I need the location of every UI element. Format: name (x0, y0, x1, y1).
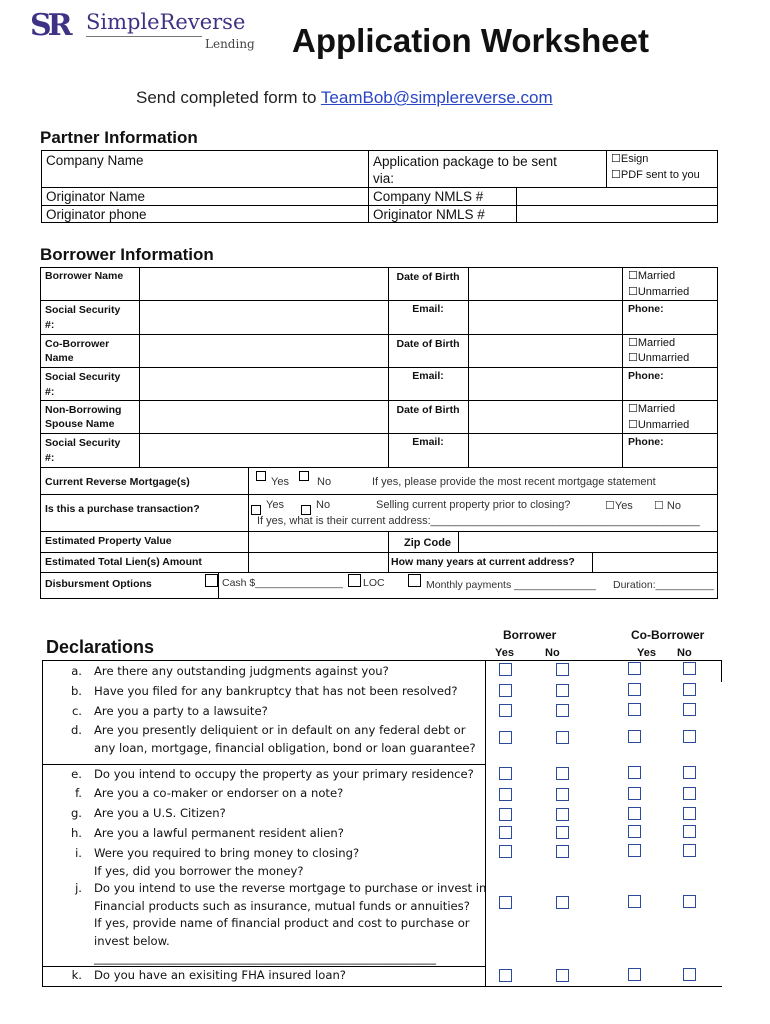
years-label: How many years at current address? (391, 556, 575, 568)
coborrower-no-checkbox[interactable] (683, 968, 696, 981)
declaration-letter: f. (75, 786, 82, 800)
borrower-dob-label: Date of Birth (396, 271, 460, 283)
coborrower-no-checkbox[interactable] (683, 662, 696, 675)
selling-yes-option[interactable]: ☐Yes (605, 500, 633, 512)
declaration-text: invest below. (94, 933, 170, 948)
borrower-married-option[interactable]: ☐Married (628, 270, 676, 282)
coborrower-no-checkbox[interactable] (683, 895, 696, 908)
borrower-column-header: Borrower (503, 628, 557, 642)
coborrower-ssn-label: Social Security #: (45, 371, 121, 398)
coborrower-yes-checkbox[interactable] (628, 968, 641, 981)
borrower-unmarried-option[interactable]: ☐Unmarried (628, 286, 690, 298)
coborrower-no-checkbox[interactable] (683, 703, 696, 716)
purchase-no-label: No (316, 499, 331, 511)
borrower-yes-checkbox[interactable] (499, 896, 512, 909)
spouse-email-label: Email: (412, 436, 444, 448)
declaration-letter: j. (75, 881, 82, 895)
borrower-yes-checkbox[interactable] (499, 808, 512, 821)
cash-option[interactable]: Cash $_______________ (222, 577, 343, 589)
page-title: Application Worksheet (292, 22, 649, 59)
coborrower-yes-checkbox[interactable] (628, 703, 641, 716)
selling-label: Selling current property prior to closing? (376, 499, 571, 511)
declaration-text: Have you filed for any bankruptcy that has not been resolved? (94, 684, 458, 698)
coborrower-no-checkbox[interactable] (683, 787, 696, 800)
company-nmls-label: Company NMLS # (373, 189, 484, 204)
package-label: Application package to be sent via: (373, 154, 557, 186)
borrower-name-label: Borrower Name (45, 270, 124, 282)
zip-label: Zip Code (404, 537, 452, 549)
borrower-yes-checkbox[interactable] (499, 845, 512, 858)
current-rm-label: Current Reverse Mortgage(s) (45, 476, 190, 488)
spouse-name-label: Non-Borrowing Spouse Name (45, 404, 122, 430)
current-rm-yes-label: Yes (271, 476, 289, 488)
borrower-yes-checkbox[interactable] (499, 969, 512, 982)
declaration-text: If yes, provide name of financial product and cost to purchase or (94, 916, 470, 931)
borrower-yes-checkbox[interactable] (499, 684, 512, 697)
coborrower-no-checkbox[interactable] (683, 825, 696, 838)
borrower-section-title: Borrower Information (40, 245, 214, 264)
spouse-dob-label: Date of Birth (396, 404, 460, 416)
declaration-text: Do you intend to occupy the property as your primary residence? (94, 767, 474, 781)
coborrower-email-label: Email: (412, 370, 444, 382)
declaration-letter: d. (70, 723, 82, 737)
borrower-no-checkbox[interactable] (556, 788, 569, 801)
company-name-label: Company Name (46, 153, 144, 168)
borrower-no-checkbox[interactable] (556, 808, 569, 821)
borrower-email-label: Email: (412, 303, 444, 315)
coborrower-name-label: Co-Borrower Name (45, 338, 110, 364)
coborrower-yes-header: Yes (637, 647, 656, 659)
current-rm-note: If yes, please provide the most recent mortgage statement (372, 476, 656, 488)
disbursement-label: Disbursment Options (45, 578, 152, 590)
coborrower-yes-checkbox[interactable] (628, 807, 641, 820)
borrower-ssn-label: Social Security #: (45, 304, 121, 331)
coborrower-yes-checkbox[interactable] (628, 844, 641, 857)
borrower-no-checkbox[interactable] (556, 826, 569, 839)
declaration-letter: e. (71, 767, 82, 781)
current-rm-no-checkbox[interactable] (299, 471, 309, 481)
cash-checkbox[interactable] (205, 574, 218, 587)
declaration-text: Are you a party to a lawsuite? (94, 704, 268, 718)
purchase-label: Is this a purchase transaction? (45, 503, 200, 515)
declaration-text: Were you required to bring money to closing? (94, 846, 360, 860)
borrower-no-checkbox[interactable] (556, 969, 569, 982)
originator-phone-label: Originator phone (46, 207, 147, 222)
coborrower-phone-label: Phone: (628, 370, 664, 382)
coborrower-yes-checkbox[interactable] (628, 683, 641, 696)
loc-option: LOC (363, 577, 385, 589)
declaration-letter: h. (70, 826, 82, 840)
borrower-phone-label: Phone: (628, 303, 664, 315)
send-instruction (136, 88, 553, 108)
pdf-option[interactable]: ☐PDF sent to you (611, 169, 700, 181)
send-prefix: Send completed form to (136, 88, 321, 107)
est-value-label: Estimated Property Value (45, 535, 172, 547)
purchase-yes-label: Yes (266, 499, 284, 511)
current-rm-yes-checkbox[interactable] (256, 471, 266, 481)
declaration-text: Are you presently deliquient or in default on any federal debt or (94, 723, 466, 737)
declaration-text: If yes, did you borrower the money? (94, 863, 304, 878)
coborrower-yes-checkbox[interactable] (628, 730, 641, 743)
borrower-no-checkbox[interactable] (556, 684, 569, 697)
selling-no-option[interactable]: ☐ No (654, 500, 681, 512)
duration-field[interactable]: Duration:__________ (613, 579, 715, 591)
coborrower-unmarried-option[interactable]: ☐Unmarried (628, 352, 690, 364)
declaration-text: Are you a U.S. Citizen? (94, 806, 226, 820)
purchase-yes-checkbox[interactable] (251, 505, 261, 515)
borrower-yes-checkbox[interactable] (499, 704, 512, 717)
borrower-yes-checkbox[interactable] (499, 767, 512, 780)
borrower-no-checkbox[interactable] (556, 845, 569, 858)
borrower-yes-header: Yes (495, 647, 514, 659)
esign-option[interactable]: ☐Esign (611, 153, 649, 165)
monthly-option[interactable]: Monthly payments ______________ (426, 579, 596, 591)
borrower-no-checkbox[interactable] (556, 731, 569, 744)
borrower-no-checkbox[interactable] (556, 663, 569, 676)
spouse-ssn-label: Social Security #: (45, 437, 121, 464)
monthly-checkbox[interactable] (408, 574, 421, 587)
coborrower-married-option[interactable]: ☐Married (628, 337, 676, 349)
logo-name: SimpleReverse (86, 10, 246, 34)
coborrower-yes-checkbox[interactable] (628, 787, 641, 800)
declaration-text: any loan, mortgage, financial obligation, bond or loan guarantee? (94, 740, 476, 755)
declaration-letter: c. (71, 704, 82, 718)
spouse-married-option[interactable]: ☐Married (628, 403, 676, 415)
coborrower-yes-checkbox[interactable] (628, 895, 641, 908)
coborrower-yes-checkbox[interactable] (628, 825, 641, 838)
coborrower-no-checkbox[interactable] (683, 844, 696, 857)
declaration-letter: i. (75, 846, 82, 860)
spouse-phone-label: Phone: (628, 436, 664, 448)
borrower-yes-checkbox[interactable] (499, 826, 512, 839)
borrower-yes-checkbox[interactable] (499, 788, 512, 801)
declaration-text: ___________________________________________________________ (94, 951, 437, 966)
borrower-no-checkbox[interactable] (556, 896, 569, 909)
declaration-text: Are you a co-maker or endorser on a note? (94, 786, 344, 800)
loc-checkbox[interactable] (348, 574, 361, 587)
spouse-unmarried-option[interactable]: ☐Unmarried (628, 419, 690, 431)
email-link[interactable]: TeamBob@simplereverse.com (320, 88, 553, 107)
coborrower-no-checkbox[interactable] (683, 683, 696, 696)
address-prompt[interactable]: If yes, what is their current address:____________________________________________ (257, 515, 700, 527)
declaration-letter: b. (70, 684, 82, 698)
declaration-text: Financial products such as insurance, mutual funds or annuities? (94, 898, 470, 913)
logo-mark: SR (30, 8, 69, 43)
borrower-no-header: No (545, 647, 560, 659)
declaration-letter: k. (71, 968, 82, 982)
coborrower-column-header: Co-Borrower (631, 628, 705, 642)
borrower-no-checkbox[interactable] (556, 767, 569, 780)
logo-rule (86, 36, 202, 37)
declaration-text: Do you intend to use the reverse mortgage to purchase or invest in (94, 881, 487, 895)
current-rm-no-label: No (317, 476, 332, 488)
coborrower-no-checkbox[interactable] (683, 807, 696, 820)
declaration-text: Do you have an exisiting FHA insured loan? (94, 968, 346, 982)
purchase-no-checkbox[interactable] (301, 505, 311, 515)
borrower-yes-checkbox[interactable] (499, 731, 512, 744)
declaration-letter: a. (71, 664, 82, 678)
coborrower-dob-label: Date of Birth (396, 338, 460, 350)
originator-name-label: Originator Name (46, 189, 146, 204)
declaration-text: Are you a lawful permanent resident alien? (94, 826, 344, 840)
borrower-yes-checkbox[interactable] (499, 663, 512, 676)
partner-section-title: Partner Information (40, 128, 198, 147)
declaration-text: Are there any outstanding judgments against you? (94, 664, 389, 678)
coborrower-yes-checkbox[interactable] (628, 662, 641, 675)
declarations-title: Declarations (46, 637, 155, 657)
est-liens-label: Estimated Total Lien(s) Amount (45, 556, 202, 568)
logo-sub: Lending (205, 37, 255, 51)
originator-nmls-label: Originator NMLS # (373, 207, 485, 222)
borrower-no-checkbox[interactable] (556, 704, 569, 717)
coborrower-no-checkbox[interactable] (683, 730, 696, 743)
coborrower-no-header: No (677, 647, 692, 659)
coborrower-yes-checkbox[interactable] (628, 766, 641, 779)
coborrower-no-checkbox[interactable] (683, 766, 696, 779)
declaration-letter: g. (70, 806, 82, 820)
